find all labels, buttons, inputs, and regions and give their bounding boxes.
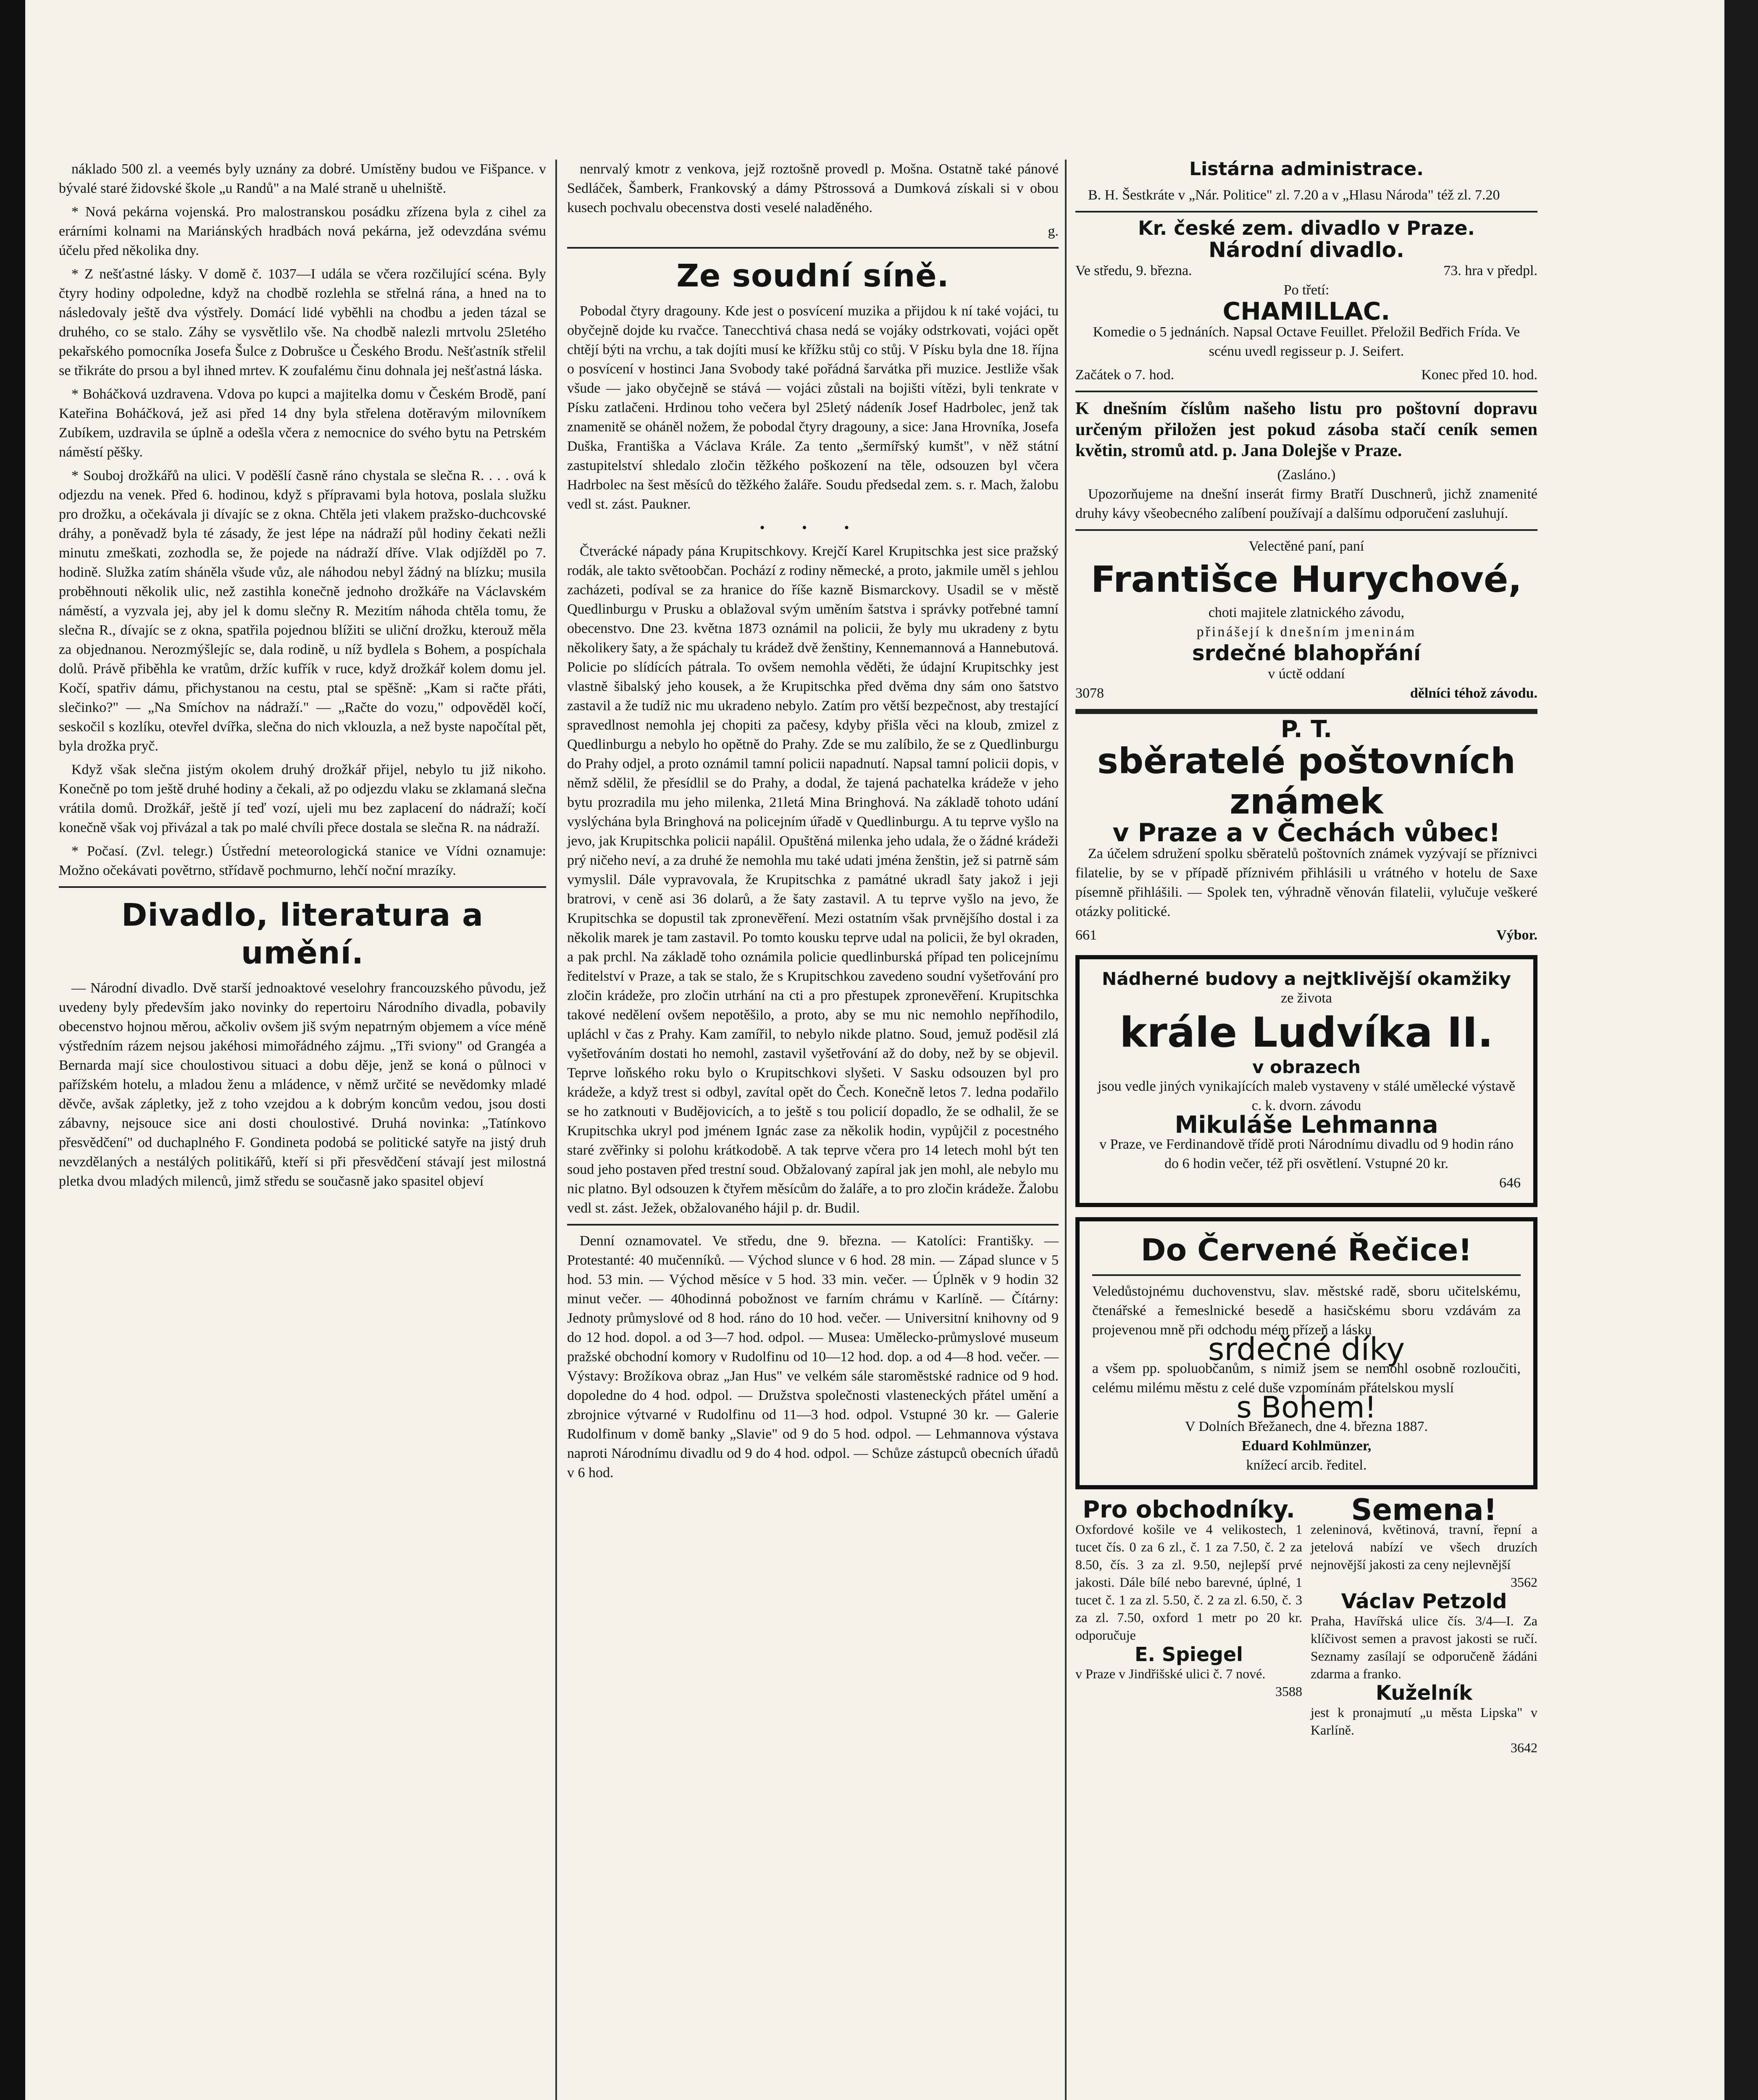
bottom-ads [1075,1493,1537,1756]
end-time: Konec před 10. hod. [1421,367,1537,383]
divider [1075,391,1537,392]
signature: g. [1048,223,1059,239]
king-ad-name: Mikuláše Lehmanna [1175,1111,1438,1139]
cervena-recice-ad [1075,1217,1537,1489]
king-ad-obr: v obrazech [1252,1057,1361,1077]
theatre-name: Národní divadlo. [1208,238,1405,262]
article-text: * Z nešťastné lásky. V domě č. 1037—I udála se včera rozčilující scéna. Byly čtyry hodiny odpoledne, když na chodbě rozlehla se střelná rána, a hned na to následovaly ještě dva výstřely. Domácí lidé vyběhli na chodbu a jeden tázal se druhého, co se stalo. Záhy se vysvětlilo vše. Na chodbě nalezli mrtvolu 25letého pekařského pomocníka Josefa Šulce z Dobrušce u Českého Brodu. Nešťastník střelil se třikráte do prsou a byl ihned mrtev. K zoufalému činu dohnala jej nešťastná láska. [59,266,546,378]
play-times [1075,365,1537,385]
congrats-footer [1075,684,1537,703]
scan-edge-left [0,0,25,2100]
theatre-perf: 73. hra v předpl. [1443,263,1537,278]
congrats-signature: dělníci téhož závodu. [1410,685,1537,701]
congrats-text: choti majitele zlatnického závodu, [1208,605,1405,620]
column-rule [555,160,557,2100]
ad-number: 3588 [1275,1684,1302,1699]
king-ludwig-ad [1075,955,1537,1207]
column-3 [1075,160,1537,1756]
zaslano-text: Upozorňujeme na dnešní inserát firmy Bratří Duschnerů, jichž znamenité druhy kávy všeobecného zalíbení používají a dalšímu odporučení zasluhují. [1075,486,1537,521]
stamp-text: Za účelem sdružení spolku sběratelů poštovních známek vyzývají se příznivci filatelie, by se v případě příznivém přihlásili u vrátného v hotelu de Saxe písemně přihlášili. — Spolek ten, výhradně věnován filatelii, vylučuje veškeré otázky politické. [1075,846,1537,919]
ad-number: 646 [1499,1175,1521,1191]
divider [59,886,546,888]
article-text: Čtverácké nápady pána Krupitschkovy. Krejčí Karel Krupitschka jest sice pražský rodák, ale takto světoobčan. Pochází z rodiny německé, a proto, jakmile uměl s jehlou zacházeti, podíval se za hranice do říše kazně Bismarckovy. Usadil se v městě Quedlinburgu v Prusku a oblažoval svým uměním šatstva i správky potřebné tamní obecenstvo. Dne 23. května 1873 oznámil na policii, že byly mu ukradeny z bytu několikery šaty, a že spáchaly tu krádež dvě ženštiny, Kennemannová a Hannebutová. Policie po slídících pátrala. To ovšem nemohla věděti, že údajní Krupitschky jest vlastně šibalský jeho kousek, a že Krupitschka před dvěma dny sám ono šatstvo zastavil a že tudíž nic mu ukradeno nebylo. Zatím pro větší bezpečnost, aby trestající spravedlnost nemohla jej chopiti za pačesy, kdyby přišla věci na kloub, zmizel z Quedlinburgu a nebylo ho opětně do Prahy. Zde se mu zalíbilo, že se z Quedlinburgu do Prahy odjel, a proto oznámil tamní policii napadnutí. Napsal tamní policii dopis, v němž sdělil, že přesídlil se do Prahy, a dodal, že tajená pachatelka krádeže v jeho bytu prozradila mu jeho milenka, 21letá Mina Bringhová. Na základě tohoto udání vyslýchána byla Bringhová na policejním úřadě v Quedlinburgu. A tu teprve vyšlo na jevo, jak Krupitschka policii napálil. Opuštěná milenka jeho udala, že o žádné krádeži prý ničeho neví, a za druhé že nemohla mu také udati jména ženštin, jež si patrně sám vymyslil. Dále vypravovala, že Krupitschka z památné ukradl šaty jakož i jeji bratrovi, v ceně asi 36 dolarů, a že šaty zastavil. A tu teprve vyšlo na jevo, že Krupitschka se dopustil tak zpronevěření. Mezi ostatním však prvnějšího dostal i za několik marek je tam zastavil. Po tomto kousku teprve udal na policii, že byl okraden, a pak prchl. Na základě toho oznámila policie quedlinburská případ ten policejnímu ředitelství v Praze, a tak se stalo, že s Krupitschkou zavedeno soudní vyšetřování pro zločin krádeže, pro zločin utrhání na cti a pro přestupek zpronevěření. Krupitschka takové nedělení ovšem nepotěšilo, a proto, aby se mu nic nemohlo nepříhodilo, upláchl v čas z Prahy. Kam zamířil, to nebylo nikde platno. Soud, jemuž poděsil zlá vyšetřováním dostati ho nemohl, zastavil vyšetřování až do doby, než by se objevil. Teprve loňského roku bylo o Krupitschkovi slyšeti. V Sasku odsouzen byl pro krádeže, a když trest si odbyl, zavítal opět do Čech. Konečně letos 7. ledna podařilo se ho zatknouti v Budějovicích, a to ještě s tou policií dopadlo, že se odhalil, že se Krupitschka ukryl pod jménem Ignác zase za několik hodin, vypůjčil z pocestného staré zvěřinky si polohu krátkodobě. A tak teprve včera pro 14 letech mohl být ten soud jeho postaven před trestní soud. Obžalovaný zapíral jak jen mohl, ale nebylo mu nic platno. Byl odsouzen k čtyřem měsícům do žaláře, a to pro zločin krádeže. Žalobu vedl st. zást. Ježek, obžalovaného hájil p. dr. Budil. [567,543,1059,1216]
article-text: * Souboj drožkářů na ulici. V poděšlí časně ráno chystala se slečna R. . . . ová k odjezdu na venek. Před 6. hodinou, když s přípravami byla hotova, poslala služku pro drožku, a očekávala ji dívajíc se z okna. Chtěla jeti vlakem pražsko-duchcovské dráhy, a poněvadž byla té zásady, že jest lépe na nádraží půl hodiny čekati nežli minutu zmeškati, zozhodla se, že pojede na nádraží dříve. Vlak odjížděl po 7. hodině. Služka zatím sháněla všude vůz, ale náhodou nebyl žádný na blízku; musila proběhnouti několik ulic, než zastihla konečně jednoho drožkáře na Václavském náměstí, a vyzvala jej, aby jel k domu slečny R. Mezitím náhoda chtěla tomu, že slečna R., dívajíc se z okna, spatřila pojednou blížiti se uliční drožku, kterouž měla za objednanou. Nerozmýšlejíc se, dala rodině, u níž bydlela s Bohem, a pospíchala dolů. Právě přiběhla ke vratům, držíc kufřík v ruce, když drožkář kolem domu jel. Kočí, spatřiv dámu, přichystanou na cestu, ptal se spěšně: „Kam si račte přáti, slečinko?" — „Na Smíchov na nádraží." — „Račte do vozu," odpověděl kočí, seskočil s kozlíku, otevřel dvířka, slečna do nich vklouzla, a než byste napočítal pět, byla drožka pryč. [59,468,546,754]
recice-bye: s Bohem! [1236,1390,1377,1425]
article-text: nenrvalý kmotr z venkova, jejž roztošně provedl p. Mošna. Ostatně také pánové Sedláček, Šamberk, Frankovský a dámy Pštrossová a Dumková získali si v obou kusech pochvalu obecenstva dosti veselé naladěného. [567,161,1059,215]
section-heading: Ze soudní síně. [676,258,949,294]
seed-text: Praha, Havířská ulice čís. 3/4—I. Za klíčivost semen a pravost jakosti se ručí. Seznamy zasílají se odporučeně žádáni zdarma a franko. [1311,1613,1537,1681]
divider [1075,211,1537,213]
theatre-third: Po třetí: [1283,282,1330,298]
trade-title: Pro obchodníky. [1083,1496,1295,1523]
stamp-pt: P. T. [1280,716,1332,743]
trade-ad [1075,1496,1302,1756]
column-rule [1065,160,1067,2100]
bowl-title: Kuželník [1375,1681,1472,1705]
congrats-intro: Velectěné paní, paní [1248,538,1364,554]
recice-place: V Dolních Břežanech, dne 4. března 1887. [1185,1419,1428,1434]
ad-number: 3642 [1511,1740,1537,1755]
theatre-heading: Kr. české zem. divadlo v Praze. [1138,217,1475,239]
recice-title: Do Červené Řečice! [1140,1232,1472,1268]
article-text: Pobodal čtyry dragouny. Kde jest o posvícení muzika a přijdou k ní také vojáci, tu obyčejně dojde ku rvačce. Tanecchtivá chasa nedá se vojáky odstrkovati, vojáci opět chtějí býti na vrchu, a tak dojíti musí ke křížku stůj co stůj. V Písku byla dne 18. října o posvícení v hostinci Jana Svobody také pořádná šarvátka při muzice. Jestliže však všude — jako obyčejně se stává — vojáci zůstali na bojišti vítězi, byli tenkrate v Písku zatlačeni. Hrdinou toho večera byl 25letý nádeník Josef Hadrbolec, jenž tak znamenitě se oháněl nožem, že pobodal čtyry dragouny, a sice: Jana Hrovníka, Josefa Duška, Františka a Václava Krále. Za tento „šermířský kumšt", v něž státní zastupitelství shledalo zločin těžkého poškození na těle, odsouzen byl včera Hadrbolec na šest měsíců do těžkého žaláře. Soudu předsedal zem. s. r. Mach, žalobu vedl st. zást. Paukner. [567,303,1059,512]
divider [1075,709,1537,714]
ad-number: 3562 [1511,1575,1537,1590]
king-ad-title: krále Ludvíka II. [1119,1009,1493,1057]
theatre-date: Ve středu, 9. března. [1075,263,1192,278]
recice-text: Veledůstojnému duchovenstvu, slav. městské radě, sboru učitelskému, čtenářské a řemeslnické besedě a hasičskému sboru vzdávám za projevenou mně při odchodu mém přízeň a lásku [1092,1284,1521,1338]
article-text: Když však slečna jistým okolem druhý drožkář přijel, nebylo tu již nikoho. Konečně po tom ještě druhé hodiny a čekali, až po odjezdu vlaku se zklamaná slečna vrátila domů. Drožkář, ještě jí teď vozí, ujeli mu bez zaplacení do nádraží; kočí konečně však voj přivázal a tak po malé chvíli přece dostala se slečna R. na nádraží. [59,762,546,835]
start-time: Začátek o 7. hod. [1075,367,1175,383]
divider [567,247,1059,249]
divider [1092,1274,1521,1276]
theatre-date-row [1075,261,1537,281]
congrats-wish: srdečné blahopřání [1192,641,1421,665]
article-text: * Boháčková uzdravena. Vdova po kupci a majitelka domu v Českém Brodě, paní Kateřina Boháčková, jež asi před 14 dny byla střelena dotěravým milovníkem Zubíkem, uzdravila se úplně a odešla včera z nemocnice do svého bytu na Petrském náměstí pěšky. [59,386,546,460]
article-text: náklado 500 zl. a veemés byly uznány za dobré. Umístěny budou ve Fišpance. v bývalé staré židovské škole „u Randů" a na Malé straně u uhelniště. [59,161,546,196]
scan-edge-right [1724,0,1758,2100]
ad-number: 3078 [1075,685,1104,701]
recice-text: a všem pp. spoluobčanům, s nimiž jsem se nemohl osobně rozloučiti, celému milému městu z celé duše vzpomínám přátelskou myslí [1092,1361,1521,1396]
congrats-text: v úctě oddaní [1268,666,1345,682]
king-ad-mid: ze života [1281,990,1332,1006]
stamp-subtitle: v Praze a v Čechách vůbec! [1112,818,1500,848]
play-info: Komedie o 5 jednáních. Napsal Octave Feuillet. Přeložil Bedřich Frída. Ve scénu uvedl regisseur p. J. Seifert. [1093,324,1520,359]
separator-dots: • • • [759,520,866,536]
zaslano-label: (Zasláno.) [1277,467,1336,483]
divider [1075,529,1537,531]
congrats-name: Františce Hurychové, [1091,559,1522,601]
stamp-signature: Výbor. [1496,927,1537,943]
recice-thanks: srdečné díky [1208,1331,1405,1368]
trade-text: Oxfordové košile ve 4 velikostech, 1 tucet čís. 0 za 6 zl., č. 1 za 7.50, č. 2 za 8.50, čís. 3 za zl. 9.50, nejlepší prvé jakosti. Dále bílé nebo barevné, úplné, 1 tucet č. 1 za zl. 5.50, č. 2 za zl. 6.50, č. 3 za zl. 7.50, oxford 1 metr po 20 kr. odporučuje [1075,1522,1302,1643]
divider [567,1224,1059,1226]
seed-name: Václav Petzold [1341,1590,1507,1613]
recice-role: knížecí arcib. ředitel. [1246,1457,1367,1473]
admin-text: B. H. Šestkráte v „Nár. Politice" zl. 7.20 a v „Hlasu Národa" též zl. 7.20 [1088,187,1500,203]
stamp-footer [1075,926,1537,945]
ad-number: 661 [1075,927,1097,943]
stamp-title: sběratelé poštovních známek [1097,740,1516,822]
article-text: — Národní divadlo. Dvě starší jednoaktové veselohry francouzského původu, jež uvedeny byly především jako novinky do repertoiru Národního divadla, pobavily obecenstvo hojnou měrou, ačkoliv ovšem jiš svým nepatrným objemem a více méně výstředním rázem nejsou jakéhosi mimořádného zájmu. „Tři sviony" od Grangéa a Bernarda mají sice choulostivou situaci a dobu děje, jenž se koná o půlnoci v pařížském hotelu, a mladou ženu a mládence, v němž určité se nevědomky mladé děvče, avšak zápletky, jež z toho vzejdou a k dobrým koncům vedou, jsou dosti zábavny, nejsouce sice ani dosti choulostivé. Druhá novinka: „Tatínkovo přesvědčení" od duchaplného F. Gondineta podobá se politické satyře na jistý druh nevzdělaných a nestálých politikářů, kteří si při přesvědčení stávají jest milostná pletka dvou mladých milenců, jimž středu se současně jako spasitel objeví [59,980,546,1189]
play-title: CHAMILLAC. [1222,297,1390,326]
column-2 [567,160,1059,1487]
trade-name: E. Spiegel [1135,1643,1243,1666]
king-ad-text: v Praze, ve Ferdinandově třídě proti Národnímu divadlu od 9 hodin ráno do 6 hodin večer, též při osvětlení. Vstupné 20 kr. [1099,1137,1514,1171]
weather-text: * Počasí. (Zvl. telegr.) Ústřední meteorologická stanice ve Vídni oznamuje: Možno očekávati povětrno, střídavě pochmurno, lehčí noční mrazíky. [59,843,546,878]
section-heading: Divadlo, literatura a umění. [121,897,484,971]
seed-title: Semena! [1351,1493,1497,1527]
seed-ad [1311,1493,1537,1756]
king-ad-text: jsou vedle jiných vynikajících maleb vystaveny v stálé umělecké výstavě c. k. dvorn. závodu [1097,1079,1516,1113]
admin-heading: Listárna administrace. [1189,158,1424,180]
daily-notices: Denní oznamovatel. Ve středu, dne 9. března. — Katolíci: Františky. — Protestanté: 40 mučenníků. — Východ slunce v 6 hod. 28 min. — Západ slunce v 5 hod. 53 min. — Východ měsíce v 5 hod. 33 min. večer. — Úplněk v 9 hodin 32 minut večer. — 40hodinná pobožnost ve farním chrámu v Karlíně. — Čítárny: Jednoty průmyslové od 8 hod. ráno do 10 hod. večer. — Universitní knihovny od 9 do 12 hod. dopol. a od 3—7 hod. odpol. — Musea: Umělecko-průmyslové museum pražské obchodní komory v Rudolfinu od 10—12 hod. dop. a od 4—8 hod. večer. — Výstavy: Brožíkova obraz „Jan Hus" ve velkém sále staroměstské radnice od 9 hod. dopoledne do 4 hod. odpol. — Družstva společnosti vlasteneckých přátel umění a zbrojnice výtvarné v Rudolfinu od 11—3 hod. odpol. Vstupné 30 kr. — Galerie Rudolfinum v domě banky „Slavie" od 9 do 5 hod. odpol. — Lehmannova výstava naproti Národnímu divadlu od 9 do 4 hod. odpol. — Schůze zástupců obecních úřadů v 6 hod. [567,1233,1059,1480]
king-ad-top: Nádherné budovy a nejtklivější okamžiky [1102,969,1511,989]
bowl-text: jest k pronajmutí „u města Lipska" v Karlíně. [1311,1705,1537,1738]
seed-text: zeleninová, květinová, travní, řepní a jetelová nabízí ve všech druzích nejnovější jakosti za ceny nejlevnější [1311,1522,1537,1572]
congrats-text: přinášejí k dnešním jmeninám [1196,624,1416,640]
article-text: * Nová pekárna vojenská. Pro malostranskou posádku zřízena byla z cihel za erárními kolnami na Mariánských hradbách nová pekárna, jež odevzdána svému účelu před několika dny. [59,204,546,258]
supplement-notice: K dnešním číslům našeho listu pro poštovní dopravu určeným přiložen jest pokud zásoba stačí ceník semen květin, stromů atd. p. Jana Dolejše v Praze. [1075,399,1537,460]
recice-name: Eduard Kohlmünzer, [1241,1438,1372,1454]
column-1 [59,160,546,1195]
trade-addr: v Praze v Jindřišské ulici č. 7 nové. [1075,1666,1266,1681]
